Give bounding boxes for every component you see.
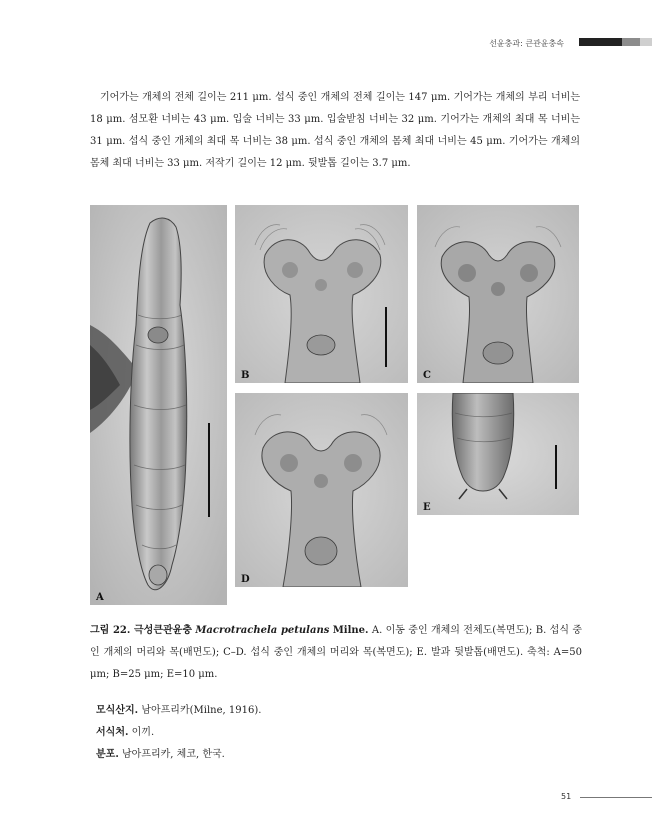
- panel-label-d: D: [241, 574, 250, 585]
- panel-label-b: B: [241, 370, 250, 381]
- type-locality-line: [96, 702, 261, 720]
- figure-caption: [90, 620, 582, 686]
- header-decor-bar: [579, 38, 652, 46]
- rotifer-micrograph-d: [235, 393, 408, 587]
- body-text: [90, 87, 580, 175]
- panel-label-a: A: [96, 592, 104, 603]
- habitat-line: [96, 724, 154, 742]
- habitat-key: 서식처.: [96, 727, 129, 738]
- caption-text: A. 이동 중인 개체의 전체도(복면도); B. 섭식 중인 개체의 머리와 목(배면도); C–D. 섭식 중인 개체의 머리와 목(복면도); E. 발과 뒷발톱(배면도). 축척: A=50 μm; B=25 μm; E=10 μm.: [90, 625, 582, 680]
- panel-label-e: E: [423, 502, 431, 513]
- footer-rule: [580, 797, 652, 798]
- rotifer-micrograph-c: [417, 205, 579, 383]
- habitat-value: 이끼.: [131, 727, 155, 738]
- type-locality-key: 모식산지.: [96, 705, 139, 716]
- figure-panel-e: [417, 393, 579, 515]
- species-name: Macrotrachela petulans: [195, 625, 330, 636]
- rotifer-micrograph-b: [235, 205, 408, 383]
- rotifer-micrograph-e: [417, 393, 579, 515]
- rotifer-micrograph-a: [90, 205, 227, 605]
- figure-label: 그림 22. 극성큰관윤충: [90, 625, 192, 636]
- species-authority: Milne.: [332, 625, 369, 636]
- figure-panel-a: [90, 205, 227, 605]
- distribution-key: 분포.: [96, 749, 119, 760]
- type-locality-value: 남아프리카(Milne, 1916).: [141, 705, 262, 716]
- panel-label-c: C: [423, 370, 431, 381]
- figure-panel-b: [235, 205, 408, 383]
- running-header: 선윤충과: 큰관윤충속: [489, 39, 564, 48]
- distribution-line: [96, 746, 225, 764]
- figure-panel-c: [417, 205, 579, 383]
- page-number: 51: [561, 792, 572, 801]
- figure-panel-d: [235, 393, 408, 587]
- description-paragraph: 기어가는 개체의 전체 길이는 211 μm. 섭식 중인 개체의 전체 길이는 147 μm. 기어가는 개체의 부리 너비는 18 μm. 섬모환 너비는 43 μm. 입술 너비는 33 μm. 입술받침 너비는 32 μm. 기어가는 개체의 최대 목 너비는 31 μm. 섭식 중인 개체의 최대 목 너비는 38 μm. 섭식 중인 개체의 몸체 최대 너비는 45 μm. 기어가는 개체의 몸체 최대 너비는 33 μm. 저작기 길이는 12 μm. 뒷발톱 길이는 3.7 μm.: [90, 92, 580, 169]
- distribution-value: 남아프리카, 체코, 한국.: [122, 749, 225, 760]
